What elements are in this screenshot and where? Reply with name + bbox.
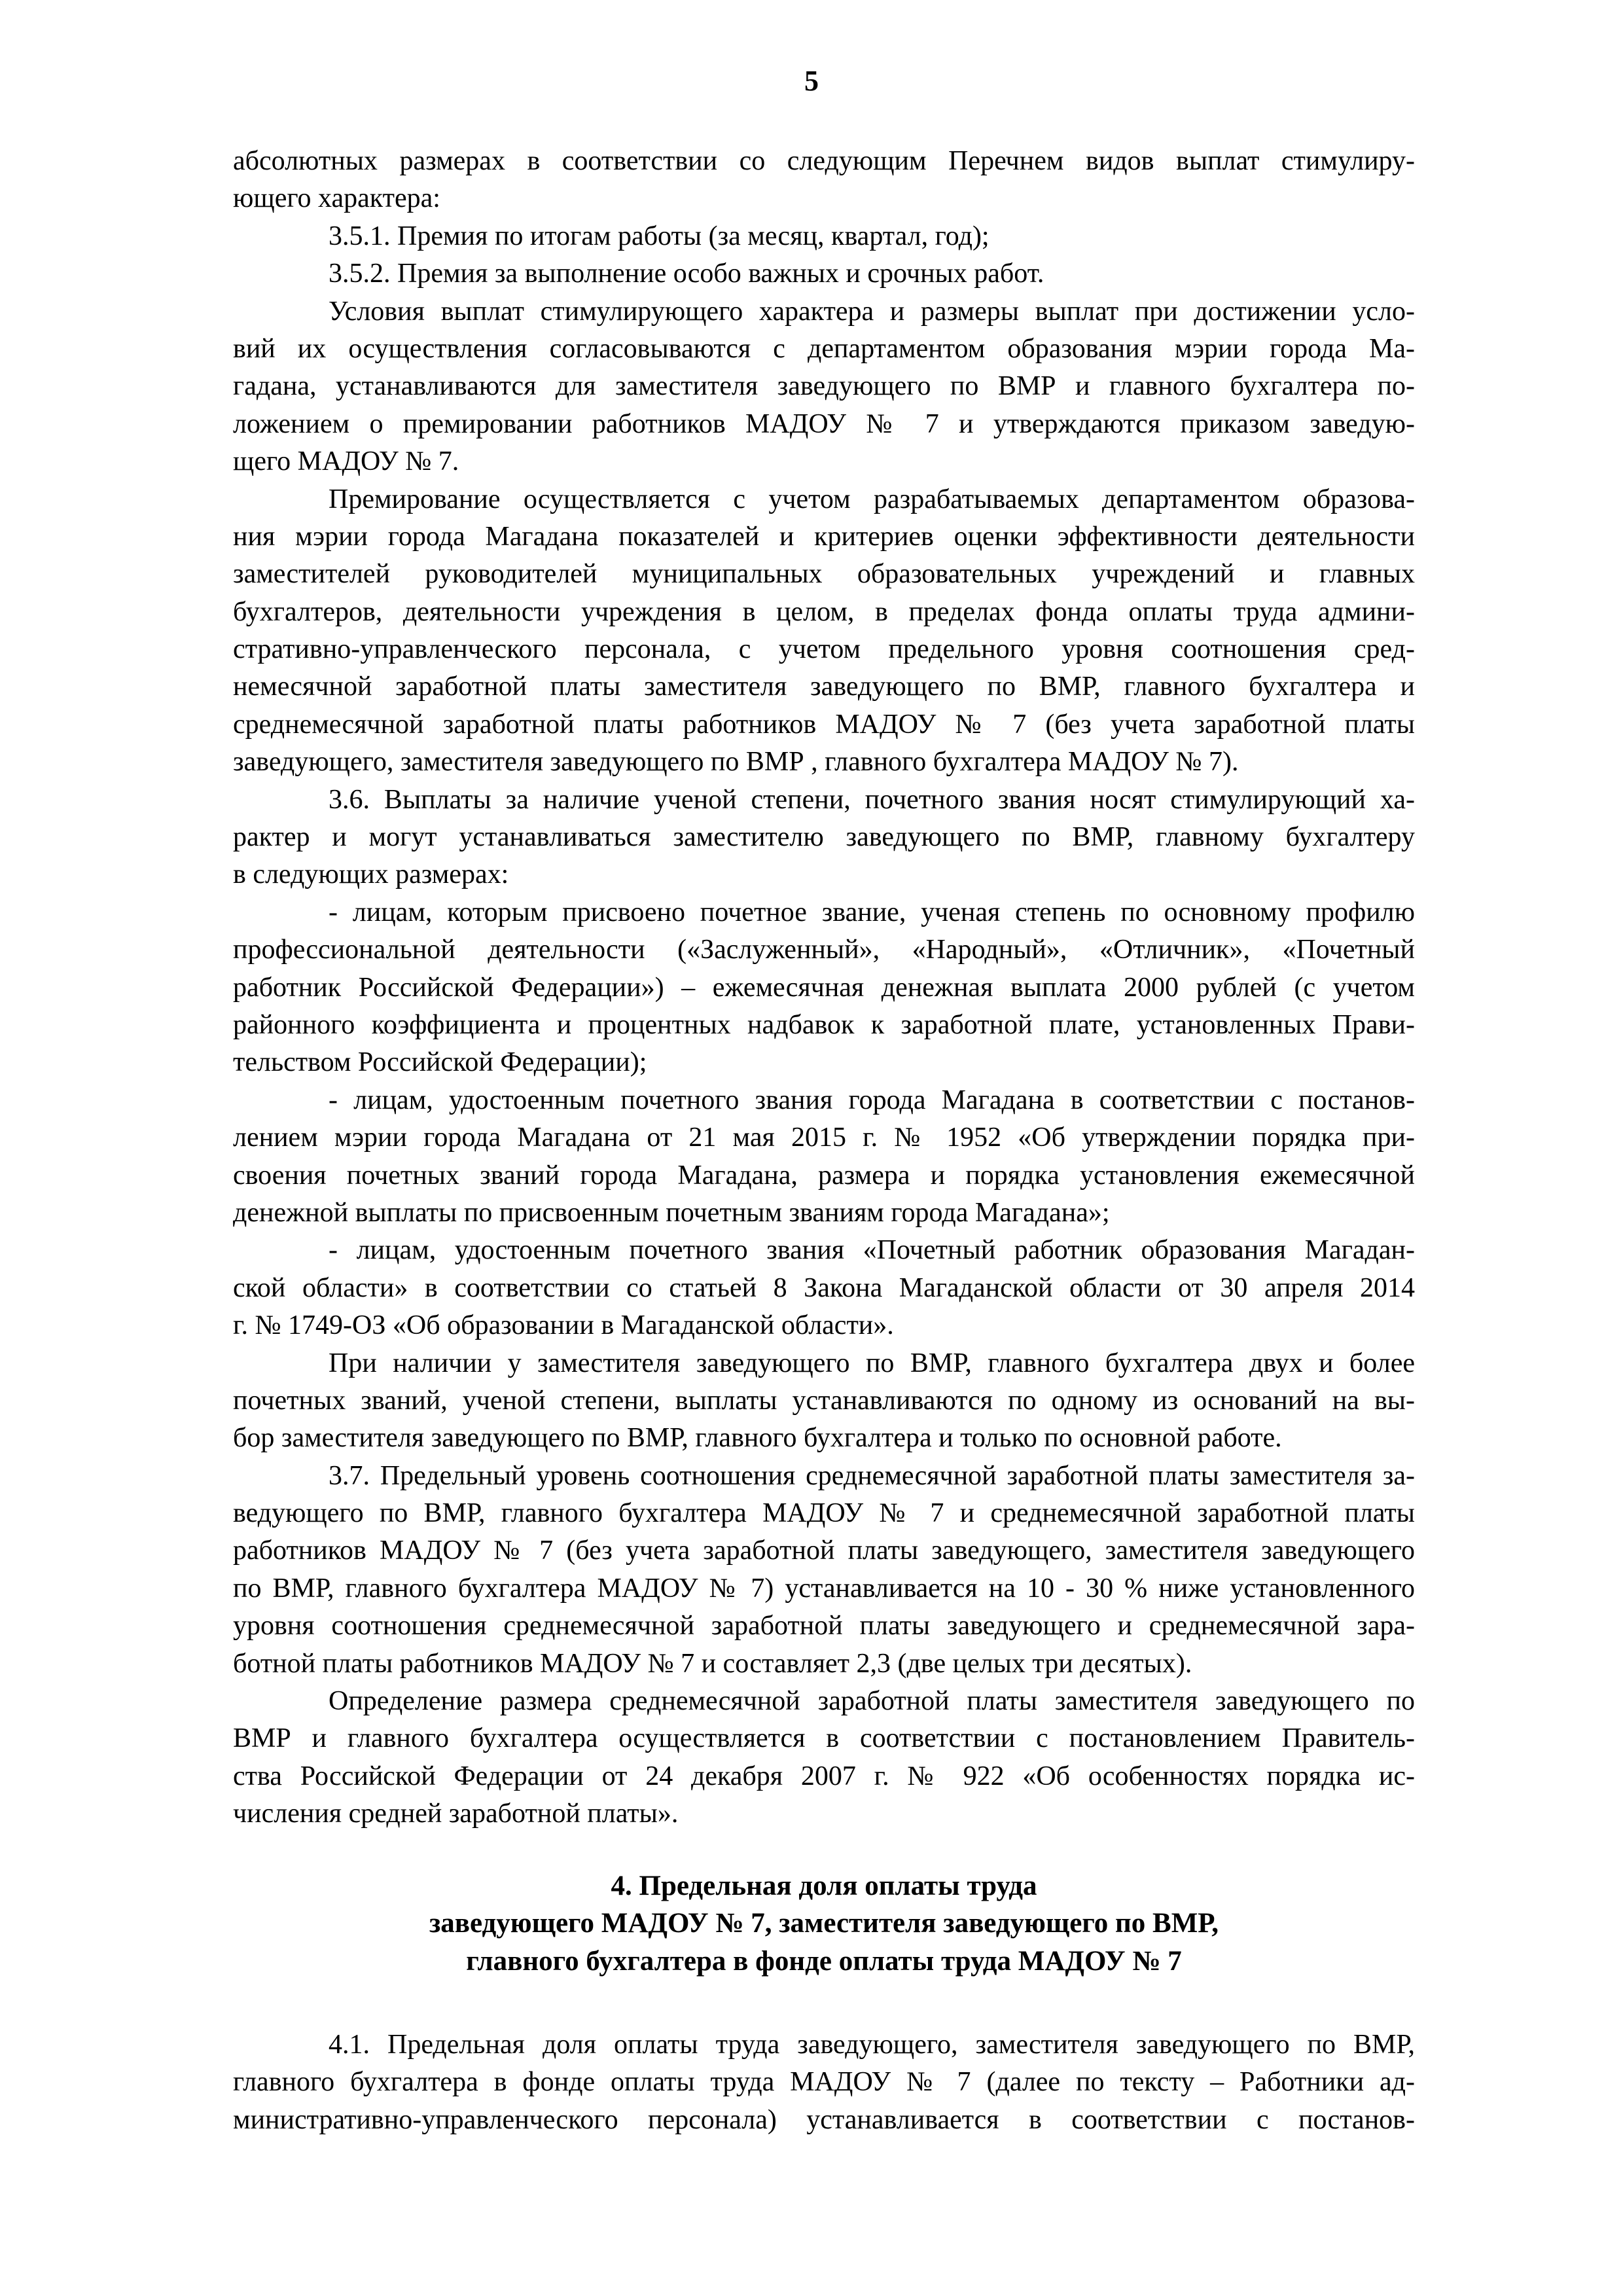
page-number: 5 <box>804 65 819 97</box>
text-line: работников МАДОУ № 7 (без учета заработной платы заведующего, заместителя заведующего <box>233 1535 1415 1566</box>
text-line: Определение размера среднемесячной заработной платы заместителя заведующего по <box>329 1686 1415 1717</box>
text-line: 3.5.1. Премия по итогам работы (за месяц, квартал, год); <box>329 221 990 251</box>
text-line: При наличии у заместителя заведующего по ВМР, главного бухгалтера двух и более <box>329 1348 1415 1378</box>
text-line: г. № 1749-ОЗ «Об образовании в Магаданской области». <box>233 1310 894 1341</box>
text-line: работник Российской Федерации») – ежемесячная денежная выплата 2000 рублей (с учетом <box>233 972 1415 1003</box>
text-line: - лицам, удостоенным почетного звания города Магадана в соответствии с постанов- <box>329 1085 1415 1115</box>
body-text <box>233 143 1415 1833</box>
text-line: районного коэффициента и процентных надбавок к заработной плате, установленных Прави- <box>233 1009 1415 1040</box>
text-line: главного бухгалтера в фонде оплаты труда МАДОУ № 7 (далее по тексту – Работники ад- <box>233 2067 1415 2098</box>
text-line: ботной платы работников МАДОУ № 7 и составляет 2,3 (две целых три десятых). <box>233 1648 1192 1679</box>
heading-line: заведующего МАДОУ № 7, заместителя заведующего по ВМР, <box>429 1908 1219 1939</box>
text-line: почетных званий, ученой степени, выплаты устанавливаются по одному из оснований на вы- <box>233 1385 1415 1416</box>
text-line: 3.6. Выплаты за наличие ученой степени, почетного звания носят стимулирующий ха- <box>329 784 1415 815</box>
closing-paragraph <box>233 2026 1415 2139</box>
text-line: ведующего по ВМР, главного бухгалтера МАДОУ № 7 и среднемесячной заработной платы <box>233 1498 1415 1529</box>
heading-line: главного бухгалтера в фонде оплаты труда МАДОУ № 7 <box>466 1945 1182 1977</box>
text-line: ющего характера: <box>233 183 440 214</box>
text-line: числения средней заработной платы». <box>233 1799 679 1829</box>
text-line: ВМР и главного бухгалтера осуществляется в соответствии с постановлением Правитель- <box>233 1723 1415 1754</box>
text-line: бор заместителя заведующего по ВМР, главного бухгалтера и только по основной работе. <box>233 1423 1282 1454</box>
text-line: Премирование осуществляется с учетом разрабатываемых департаментом образова- <box>329 484 1415 514</box>
text-line: 4.1. Предельная доля оплаты труда заведующего, заместителя заведующего по ВМР, <box>329 2030 1415 2060</box>
text-line: министративно-управленческого персонала) устанавливается в соответствии с постанов- <box>233 2104 1415 2135</box>
text-line: денежной выплаты по присвоенным почетным званиям города Магадана»; <box>233 1197 1110 1228</box>
text-line: заместителей руководителей муниципальных образовательных учреждений и главных <box>233 559 1415 590</box>
text-line: тельством Российской Федерации); <box>233 1047 647 1078</box>
text-line: бухгалтеров, деятельности учреждения в целом, в пределах фонда оплаты труда админи- <box>233 596 1415 627</box>
text-line: - лицам, удостоенным почетного звания «Почетный работник образования Магадан- <box>329 1235 1415 1266</box>
text-line: 3.7. Предельный уровень соотношения среднемесячной заработной платы заместителя за- <box>329 1460 1415 1491</box>
text-line: в следующих размерах: <box>233 859 509 890</box>
text-line: щего МАДОУ № 7. <box>233 446 459 477</box>
text-line: ской области» в соответствии со статьей 8 Закона Магаданской области от 30 апреля 2014 <box>233 1272 1415 1303</box>
text-line: ния мэрии города Магадана показателей и критериев оценки эффективности деятельности <box>233 521 1415 552</box>
text-line: среднемесячной заработной платы работников МАДОУ № 7 (без учета заработной платы <box>233 709 1415 740</box>
text-line: немесячной заработной платы заместителя заведующего по ВМР, главного бухгалтера и <box>233 672 1415 702</box>
text-line: своения почетных званий города Магадана, размера и порядка установления ежемесячной <box>233 1160 1415 1191</box>
text-line: абсолютных размерах в соответствии со следующим Перечнем видов выплат стимулиру- <box>233 146 1415 176</box>
text-line: рактер и могут устанавливаться заместителю заведующего по ВМР, главному бухгалтеру <box>233 822 1415 853</box>
text-line: ложением о премировании работников МАДОУ № 7 и утверждаются приказом заведую- <box>233 408 1415 439</box>
text-line: Условия выплат стимулирующего характера и размеры выплат при достижении усло- <box>329 296 1415 327</box>
text-line: стративно-управленческого персонала, с учетом предельного уровня соотношения сред- <box>233 634 1415 665</box>
text-line: - лицам, которым присвоено почетное звание, ученая степень по основному профилю <box>329 897 1415 927</box>
text-line: профессиональной деятельности («Заслуженный», «Народный», «Отличник», «Почетный <box>233 935 1415 965</box>
heading-line: 4. Предельная доля оплаты труда <box>611 1871 1037 1901</box>
text-line: ства Российской Федерации от 24 декабря 2007 г. № 922 «Об особенностях порядка ис- <box>233 1761 1415 1791</box>
text-line: 3.5.2. Премия за выполнение особо важных и срочных работ. <box>329 259 1044 289</box>
text-line: гадана, устанавливаются для заместителя заведующего по ВМР и главного бухгалтера по- <box>233 371 1415 402</box>
text-line: лением мэрии города Магадана от 21 мая 2015 г. № 1952 «Об утверждении порядка при- <box>233 1122 1415 1153</box>
text-line: вий их осуществления согласовываются с департаментом образования мэрии города Ма- <box>233 333 1415 364</box>
text-line: заведующего, заместителя заведующего по ВМР , главного бухгалтера МАДОУ № 7). <box>233 747 1239 778</box>
section-heading <box>233 1867 1415 1980</box>
text-line: уровня соотношения среднемесячной заработной платы заведующего и среднемесячной зара- <box>233 1611 1415 1641</box>
text-line: по ВМР, главного бухгалтера МАДОУ № 7) устанавливается на 10 - 30 % ниже установленного <box>233 1573 1415 1604</box>
